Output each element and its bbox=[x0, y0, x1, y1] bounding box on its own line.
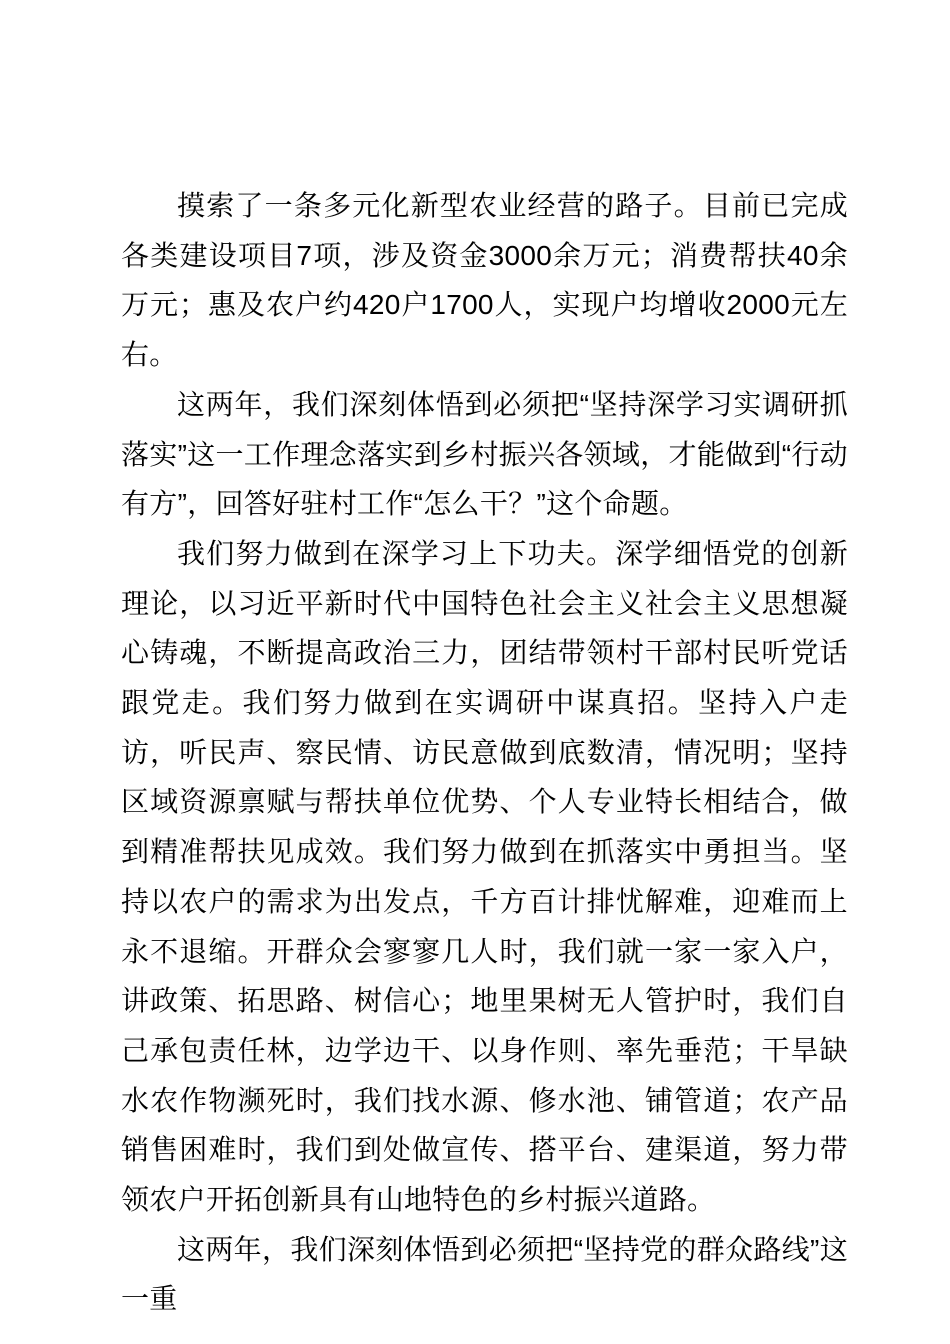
paragraph: 摸索了一条多元化新型农业经营的路子。目前已完成各类建设项目7项，涉及资金3000余万元；消费帮扶40余万元；惠及农户约420户1700人，实现户均增收2000元左右。 bbox=[121, 190, 848, 371]
document-body bbox=[121, 181, 848, 1324]
paragraph: 这两年，我们深刻体悟到必须把“坚持党的群众路线”这一重 bbox=[121, 1233, 848, 1315]
paragraph: 这两年，我们深刻体悟到必须把“坚持深学习实调研抓落实”这一工作理念落实到乡村振兴各领域，才能做到“行动有方”，回答好驻村工作“怎么干？”这个命题。 bbox=[121, 388, 848, 520]
paragraph: 我们努力做到在深学习上下功夫。深学细悟党的创新理论，以习近平新时代中国特色社会主义社会主义思想凝心铸魂，不断提高政治三力，团结带领村干部村民听党话跟党走。我们努力做到在实调研中谋真招。坚持入户走访，听民声、察民情、访民意做到底数清，情况明；坚持区域资源禀赋与帮扶单位优势、个人专业特长相结合，做到精准帮扶见成效。我们努力做到在抓落实中勇担当。坚持以农户的需求为出发点，千方百计排忧解难，迎难而上永不退缩。开群众会寥寥几人时，我们就一家一家入户，讲政策、拓思路、树信心；地里果树无人管护时，我们自己承包责任林，边学边干、以身作则、率先垂范；干旱缺水农作物濒死时，我们找水源、修水池、铺管道；农产品销售困难时，我们到处做宣传、搭平台、建渠道，努力带领农户开拓创新具有山地特色的乡村振兴道路。 bbox=[121, 537, 848, 1216]
